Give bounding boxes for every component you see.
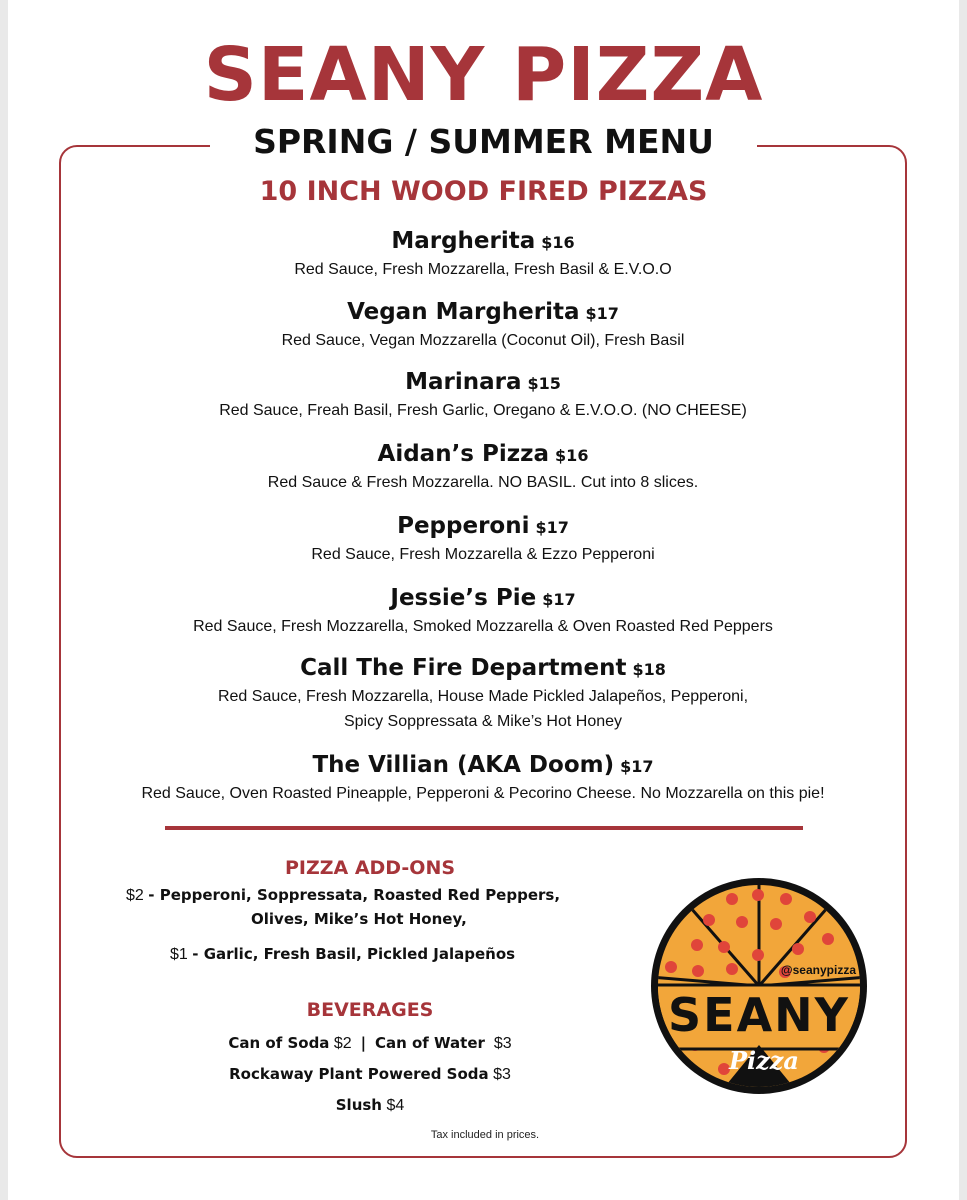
pizza-item xyxy=(60,584,906,639)
beverages-title: BEVERAGES xyxy=(306,999,434,1021)
slush-label: Slush xyxy=(335,1096,382,1114)
pizza-item-header xyxy=(60,298,906,328)
beverage-line-2 xyxy=(110,1062,630,1087)
pizza-item xyxy=(60,512,906,567)
addon-tier2-line xyxy=(170,942,515,967)
pizza-item xyxy=(60,368,906,423)
restaurant-title: SEANY PIZZA xyxy=(203,32,764,118)
rockaway-price: $3 xyxy=(493,1066,511,1083)
pizza-name: Pepperoni xyxy=(397,513,530,539)
addons-title: PIZZA ADD-ONS xyxy=(284,857,456,879)
pizza-price: $17 xyxy=(535,518,569,537)
pizza-logo-icon xyxy=(650,877,868,1095)
pizza-description: Red Sauce, Fresh Mozzarella, Fresh Basil & E.V.O.O xyxy=(294,261,672,278)
pizza-description: Red Sauce, Fresh Mozzarella & Ezzo Pepperoni xyxy=(311,546,655,563)
pizza-item-header xyxy=(60,227,906,257)
logo-script: Pizza xyxy=(729,1046,799,1075)
addon-tier1-price: $2 xyxy=(126,887,144,904)
pizza-price: $15 xyxy=(527,374,561,393)
pizza-name: Aidan’s Pizza xyxy=(377,441,550,467)
pizza-price: $16 xyxy=(541,233,575,252)
water-price: $3 xyxy=(493,1035,512,1052)
pizza-item-header xyxy=(60,584,906,614)
pizza-description: Red Sauce, Freah Basil, Fresh Garlic, Oregano & E.V.O.O. (NO CHEESE) xyxy=(219,402,747,419)
rockaway-label: Rockaway Plant Powered Soda xyxy=(229,1065,489,1083)
pizza-name: Jessie’s Pie xyxy=(390,585,537,611)
pizza-item xyxy=(60,751,906,806)
addon-tier1-items-cont: Olives, Mike’s Hot Honey, xyxy=(251,910,467,928)
soda-price: $2 xyxy=(333,1035,352,1052)
section-divider xyxy=(165,826,803,830)
pizza-item-header xyxy=(60,440,906,470)
pizza-price: $17 xyxy=(620,757,654,776)
pizza-item-header xyxy=(60,368,906,398)
pizza-item-header xyxy=(60,654,906,684)
pizza-item-header xyxy=(60,512,906,542)
pizza-section-title: 10 INCH WOOD FIRED PIZZAS xyxy=(259,176,708,207)
water-label: Can of Water xyxy=(374,1034,485,1052)
pizza-description: Red Sauce, Fresh Mozzarella, House Made Pickled Jalapeños, Pepperoni, xyxy=(217,688,749,705)
beverage-separator: | xyxy=(360,1034,367,1052)
menu-subtitle: SPRING / SUMMER MENU xyxy=(210,122,757,162)
pizza-description: Red Sauce, Oven Roasted Pineapple, Pepperoni & Pecorino Cheese. No Mozzarella on this pie! xyxy=(141,785,825,802)
logo-word: SEANY xyxy=(668,988,850,1042)
pizza-name: The Villian (AKA Doom) xyxy=(312,752,615,778)
addon-tier1-items: - Pepperoni, Soppressata, Roasted Red Peppers, xyxy=(148,886,561,904)
slush-price: $4 xyxy=(386,1097,405,1114)
pizza-description: Red Sauce, Vegan Mozzarella (Coconut Oil), Fresh Basil xyxy=(281,332,685,349)
soda-label: Can of Soda xyxy=(228,1034,330,1052)
addon-tier2-items: - Garlic, Fresh Basil, Pickled Jalapeños xyxy=(192,945,516,963)
pizza-price: $18 xyxy=(632,660,666,679)
pizza-price: $16 xyxy=(555,446,589,465)
pizza-description: Red Sauce, Fresh Mozzarella, Smoked Mozzarella & Oven Roasted Red Peppers xyxy=(193,618,773,635)
pizza-item xyxy=(60,298,906,353)
addon-tier2-price: $1 xyxy=(170,946,188,963)
pizza-name: Call The Fire Department xyxy=(300,655,627,681)
pizza-item-header xyxy=(60,751,906,781)
pizza-name: Marinara xyxy=(405,369,522,395)
logo-handle: @seanypizza xyxy=(780,963,856,977)
beverage-line-3 xyxy=(110,1093,630,1118)
addon-tier1-line2 xyxy=(251,907,467,932)
pizza-price: $17 xyxy=(585,304,619,323)
tax-note: Tax included in prices. xyxy=(430,1129,540,1141)
pizza-description: Spicy Soppressata & Mike’s Hot Honey xyxy=(343,713,623,730)
pizza-item xyxy=(60,440,906,495)
pizza-item xyxy=(60,654,906,734)
pizza-description: Red Sauce & Fresh Mozzarella. NO BASIL. Cut into 8 slices. xyxy=(267,474,699,491)
beverage-line-1 xyxy=(110,1031,630,1056)
pizza-name: Vegan Margherita xyxy=(347,299,580,325)
pizza-item xyxy=(60,227,906,282)
pizza-name: Margherita xyxy=(391,228,536,254)
pizza-price: $17 xyxy=(542,590,576,609)
addon-tier1-line1 xyxy=(126,883,560,908)
